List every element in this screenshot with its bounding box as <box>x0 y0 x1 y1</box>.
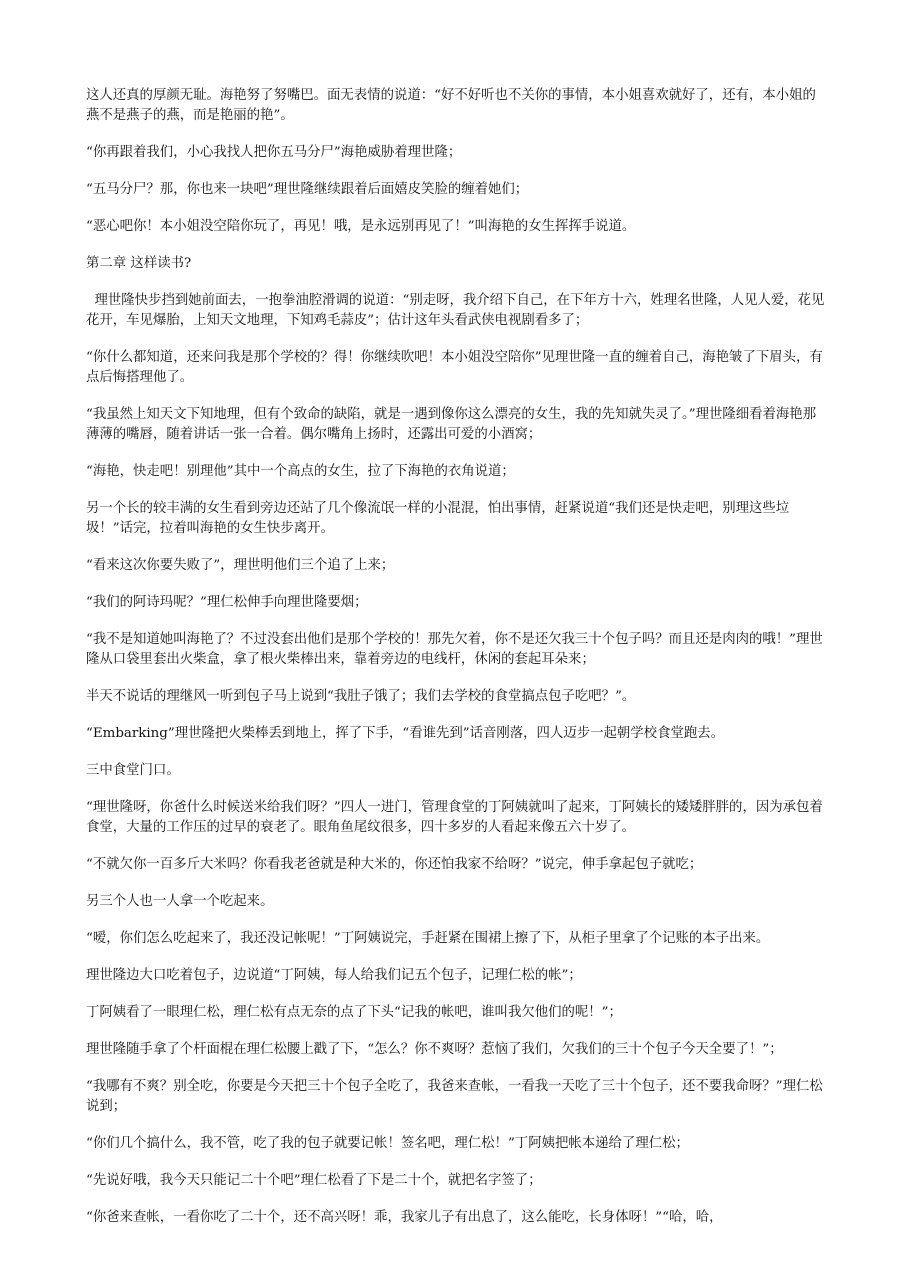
paragraph-20: 理世隆边大口吃着包子，边说道“丁阿姨，每人给我们记五个包子，记理仁松的帐”； <box>86 968 582 983</box>
paragraph-14: “Embarking”理世隆把火柴棒丢到地上，挥了下手，“看谁先到”话音刚落，四人迈步一起朝学校食堂跑去。 <box>86 726 725 741</box>
paragraph-18: 另三个人也一人拿一个吃起来。 <box>86 894 274 909</box>
paragraph-10: “看来这次你要失败了”，理世明他们三个追了上来； <box>86 558 395 573</box>
paragraph-23: “我哪有不爽？别全吃，你要是今天把三十个包子全吃了，我爸来查帐，一看我一天吃了三十个包子，还不要我命呀？”理仁松说到； <box>86 1079 823 1114</box>
paragraph-21: 丁阿姨看了一眼理仁松，理仁松有点无奈的点了下头“记我的帐吧，谁叫我欠他们的呢！”； <box>86 1005 622 1020</box>
chapter-heading: 第二章 这样读书? <box>86 256 192 271</box>
paragraph-25: “先说好哦，我今天只能记二十个吧”理仁松看了下是二十个，就把名字签了； <box>86 1173 542 1188</box>
paragraph-19: “嗳，你们怎么吃起来了，我还没记帐呢！”丁阿姨说完，手赶紧在围裙上擦了下，从柜子里拿了个记账的本子出来。 <box>86 931 770 946</box>
paragraph-15: 三中食堂门口。 <box>86 763 180 778</box>
paragraph-3: “五马分尸？那，你也来一块吧”理世隆继续跟着后面嬉皮笑脸的缠着她们； <box>86 182 529 197</box>
paragraph-12: “我不是知道她叫海艳了？不过没套出他们是那个学校的！那先欠着，你不是还欠我三十个包子吗？而且还是肉肉的哦！”理世隆从口袋里套出火柴盒，拿了根火柴棒出来，靠着旁边的电线杆，休闲的套起耳朵来； <box>86 632 823 667</box>
paragraph-24: “你们几个搞什么，我不管，吃了我的包子就要记帐！签名吧，理仁松！”丁阿姨把帐本递给了理仁松； <box>86 1136 689 1151</box>
paragraph-11: “我们的阿诗玛呢？”理仁松伸手向理世隆要烟； <box>86 595 368 610</box>
paragraph-5: 理世隆快步挡到她前面去，一抱拳油腔滑调的说道：“别走呀，我介绍下自己，在下年方十六，姓理名世隆，人见人爱，花见花开，车见爆胎，上知天文地理，下知鸡毛蒜皮”；估计这年头看武侠电视剧看多了； <box>86 293 825 328</box>
paragraph-7: “我虽然上知天文下知地理，但有个致命的缺陷，就是一遇到像你这么漂亮的女生，我的先知就失灵了。”理世隆细看着海艳那薄薄的嘴唇，随着讲话一张一合着。偶尔嘴角上扬时，还露出可爱的小酒窝； <box>86 407 817 442</box>
paragraph-6: “你什么都知道，还来问我是那个学校的？得！你继续吹吧！本小姐没空陪你”见理世隆一直的缠着自己，海艳皱了下眉头，有点后悔搭理他了。 <box>86 350 823 385</box>
paragraph-9: 另一个长的较丰满的女生看到旁边还站了几个像流氓一样的小混混，怕出事情，赶紧说道“我们还是快走吧，别理这些垃圾！”话完，拉着叫海艳的女生快步离开。 <box>86 501 790 536</box>
paragraph-2: “你再跟着我们，小心我找人把你五马分尸”海艳威胁着理世隆； <box>86 145 462 160</box>
paragraph-22: 理世隆随手拿了个杆面棍在理仁松腰上戳了下，“怎么？你不爽呀？惹恼了我们，欠我们的三十个包子今天全要了！”； <box>86 1042 783 1057</box>
paragraph-17: “不就欠你一百多斤大米吗？你看我老爸就是种大米的，你还怕我家不给呀？”说完，伸手拿起包子就吃； <box>86 857 703 872</box>
paragraph-13: 半天不说话的理继风一听到包子马上说到“我肚子饿了；我们去学校的食堂搞点包子吃吧？”。 <box>86 689 636 704</box>
paragraph-26: “你爸来查帐，一看你吃了二十个，还不高兴呀！乖，我家儿子有出息了，这么能吃，长身体呀！”“哈，哈， <box>86 1210 723 1225</box>
paragraph-16: “理世隆呀，你爸什么时候送米给我们呀？”四人一进门，管理食堂的丁阿姨就叫了起来，丁阿姨长的矮矮胖胖的，因为承包着食堂，大量的工作压的过早的衰老了。眼角鱼尾纹很多，四十多岁的人看起来像五六十岁了。 <box>86 800 823 835</box>
paragraph-4: “恶心吧你！本小姐没空陪你玩了，再见！哦，是永远别再见了！”叫海艳的女生挥挥手说道。 <box>86 219 636 234</box>
paragraph-8: “海艳，快走吧！别理他”其中一个高点的女生，拉了下海艳的衣角说道； <box>86 464 515 479</box>
paragraph-1: 这人还真的厚颜无耻。海艳努了努嘴巴。面无表情的说道：“好不好听也不关你的事情，本小姐喜欢就好了，还有，本小姐的燕不是燕子的燕，而是艳丽的艳”。 <box>86 88 816 123</box>
